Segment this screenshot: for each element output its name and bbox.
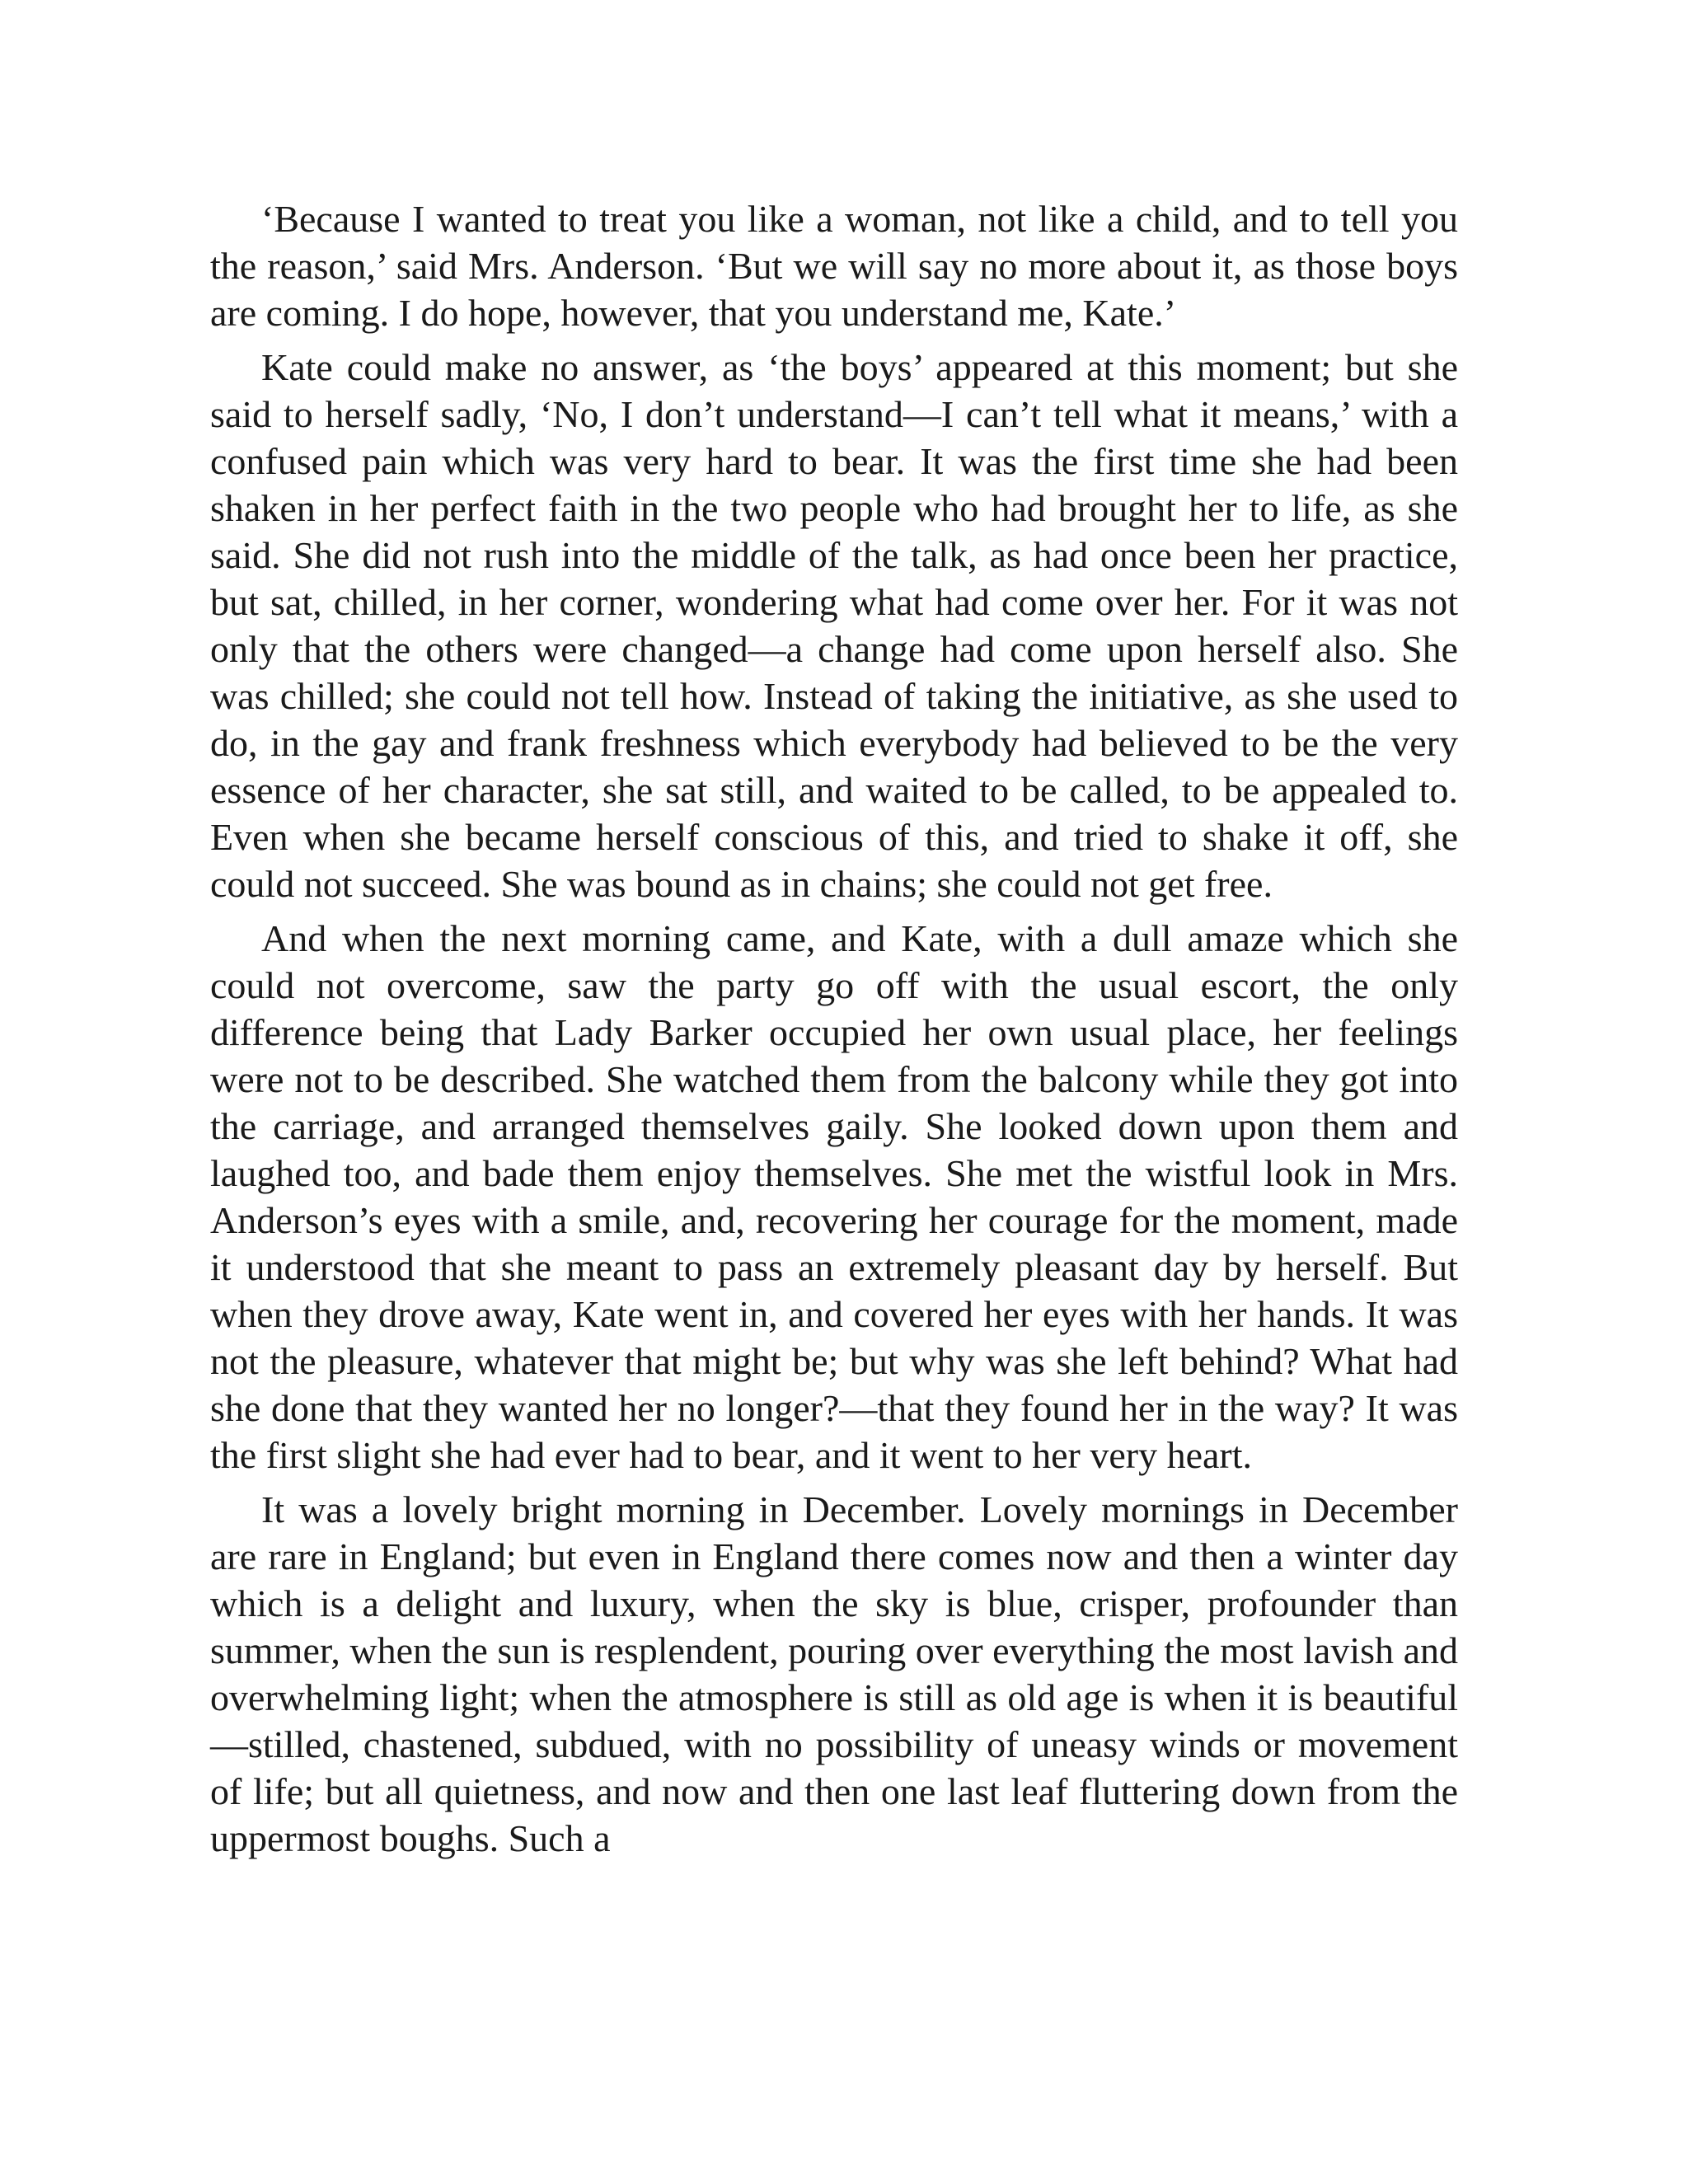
- paragraph-2: Kate could make no answer, as ‘the boys’ appeared at this moment; but she said to herself sadly, ‘No, I don’t understand—I can’t tell what it means,’ with a confused pain which was very hard to bear. It was the first time she had been shaken in her perfect faith in the two people who had brought her to life, as she said. She did not rush into the middle of the talk, as had once been her practice, but sat, chilled, in her corner, wondering what had come over her. For it was not only that the others were changed—a change had come upon herself also. She was chilled; she could not tell how. Instead of taking the initiative, as she used to do, in the gay and frank freshness which everybody had believed to be the very essence of her character, she sat still, and waited to be called, to be appealed to. Even when she became herself conscious of this, and tried to shake it off, she could not succeed. She was bound as in chains; she could not get free.: [210, 346, 1458, 905]
- paragraph-1: ‘Because I wanted to treat you like a woman, not like a child, and to tell you the reason,’ said Mrs. Anderson. ‘But we will say no more about it, as those boys are coming. I do hope, however, that you understand me, Kate.’: [210, 198, 1458, 334]
- paragraph-4: It was a lovely bright morning in December. Lovely mornings in December are rare in England; but even in England there comes now and then a winter day which is a delight and luxury, when the sky is blue, crisper, profounder than summer, when the sun is resplendent, pouring over everything the most lavish and overwhelming light; when the atmosphere is still as old age is when it is beautiful—stilled, chastened, subdued, with no possibility of uneasy winds or movement of life; but all quietness, and now and then one last leaf fluttering down from the uppermost boughs. Such a: [210, 1488, 1458, 1859]
- body-text: [210, 195, 1458, 1869]
- paragraph-3: And when the next morning came, and Kate, with a dull amaze which she could not overcome, saw the party go off with the usual escort, the only difference being that Lady Barker occupied her own usual place, her feelings were not to be described. She watched them from the balcony while they got into the carriage, and arranged themselves gaily. She looked down upon them and laughed too, and bade them enjoy themselves. She met the wistful look in Mrs. Anderson’s eyes with a smile, and, recovering her courage for the moment, made it understood that she meant to pass an extremely pleasant day by herself. But when they drove away, Kate went in, and covered her eyes with her hands. It was not the pleasure, whatever that might be; but why was she left behind? What had she done that they wanted her no longer?—that they found her in the way? It was the first slight she had ever had to bear, and it went to her very heart.: [210, 917, 1458, 1476]
